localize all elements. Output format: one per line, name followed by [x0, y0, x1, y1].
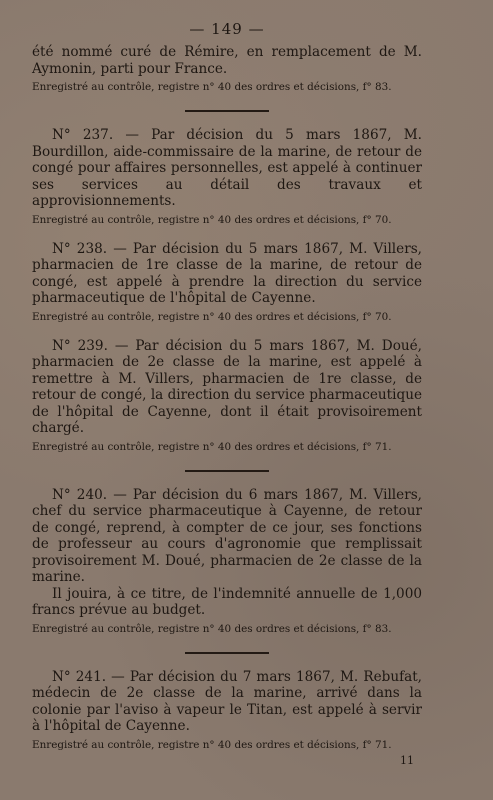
entry-paragraph	[32, 669, 422, 735]
intro-paragraph: été nommé curé de Rémire, en remplacement de M. Aymonin, parti pour France.	[32, 44, 422, 77]
entry-paragraph	[32, 338, 422, 437]
entry-extra-paragraph: Il jouira, à ce titre, de l'indemnité annuelle de 1,000 francs prévue au budget.	[32, 585, 422, 618]
registration-line: Enregistré au contrôle, registre n° 40 des ordres et décisions, f° 83.	[32, 622, 392, 635]
entry-number: N° 238.	[52, 240, 108, 257]
entry-paragraph	[32, 241, 422, 307]
registration-line: Enregistré au contrôle, registre n° 40 des ordres et décisions, f° 70.	[32, 213, 392, 226]
separator-rule	[185, 470, 269, 472]
entry-number: N° 241.	[52, 668, 107, 685]
entry-text: — Par décision du 7 mars 1867, M. Rebufat, médecin de 2e classe de la marine, arrivé dans la colonie par l'aviso à vapeur le Titan, est appelé à servir à l'hôpital de Cayenne.	[32, 668, 423, 734]
registration-line: Enregistré au contrôle, registre n° 40 des ordres et décisions, f° 71.	[32, 440, 392, 453]
entry-paragraph	[32, 127, 422, 210]
entry-238	[32, 241, 422, 324]
signature-mark: 11	[400, 753, 414, 767]
entry-241	[32, 669, 422, 752]
entry-text: — Par décision du 5 mars 1867, M. Doué, pharmacien de 2e classe de la marine, est appelé à remettre à M. Villers, pharmacien de 1re classe, de retour de congé, la direction du service pharmaceutique de l'hôpital de Cayenne, dont il était provisoirement chargé.	[32, 337, 423, 436]
page-number: — 149 —	[189, 20, 265, 38]
entry-number: N° 237.	[52, 127, 114, 143]
entry-number: N° 240.	[52, 486, 108, 503]
entry-paragraph	[32, 487, 422, 586]
entry-237	[32, 127, 422, 227]
separator-rule	[185, 652, 269, 654]
registration-line: Enregistré au contrôle, registre n° 40 des ordres et décisions, f° 83.	[32, 81, 392, 93]
document-page	[32, 20, 422, 767]
entry-text: — Par décision du 5 mars 1867, M. Villers, pharmacien de 1re classe de la marine, de retour de congé, est appelé à prendre la direction du service pharmaceutique de l'hôpital de Cayenne.	[32, 240, 422, 306]
entry-240	[32, 487, 422, 636]
separator-rule	[185, 110, 269, 112]
entry-number: N° 239.	[52, 337, 108, 354]
registration-line: Enregistré au contrôle, registre n° 40 des ordres et décisions, f° 70.	[32, 310, 392, 323]
entry-text: — Par décision du 5 mars 1867, M. Bourdillon, aide-commissaire de la marine, de retour de congé pour affaires personnelles, est appelé à continuer ses services au détail des travaux et approvisionnements.	[32, 127, 422, 209]
entry-239	[32, 338, 422, 454]
registration-line: Enregistré au contrôle, registre n° 40 des ordres et décisions, f° 71.	[32, 738, 392, 751]
entry-text: — Par décision du 6 mars 1867, M. Villers, chef du service pharmaceutique à Cayenne, de retour de congé, reprend, à compter de ce jour, ses fonctions de professeur au cours d'agronomie que remplissait provisoirement M. Doué, pharmacien de 2e classe de la marine.	[32, 486, 422, 585]
